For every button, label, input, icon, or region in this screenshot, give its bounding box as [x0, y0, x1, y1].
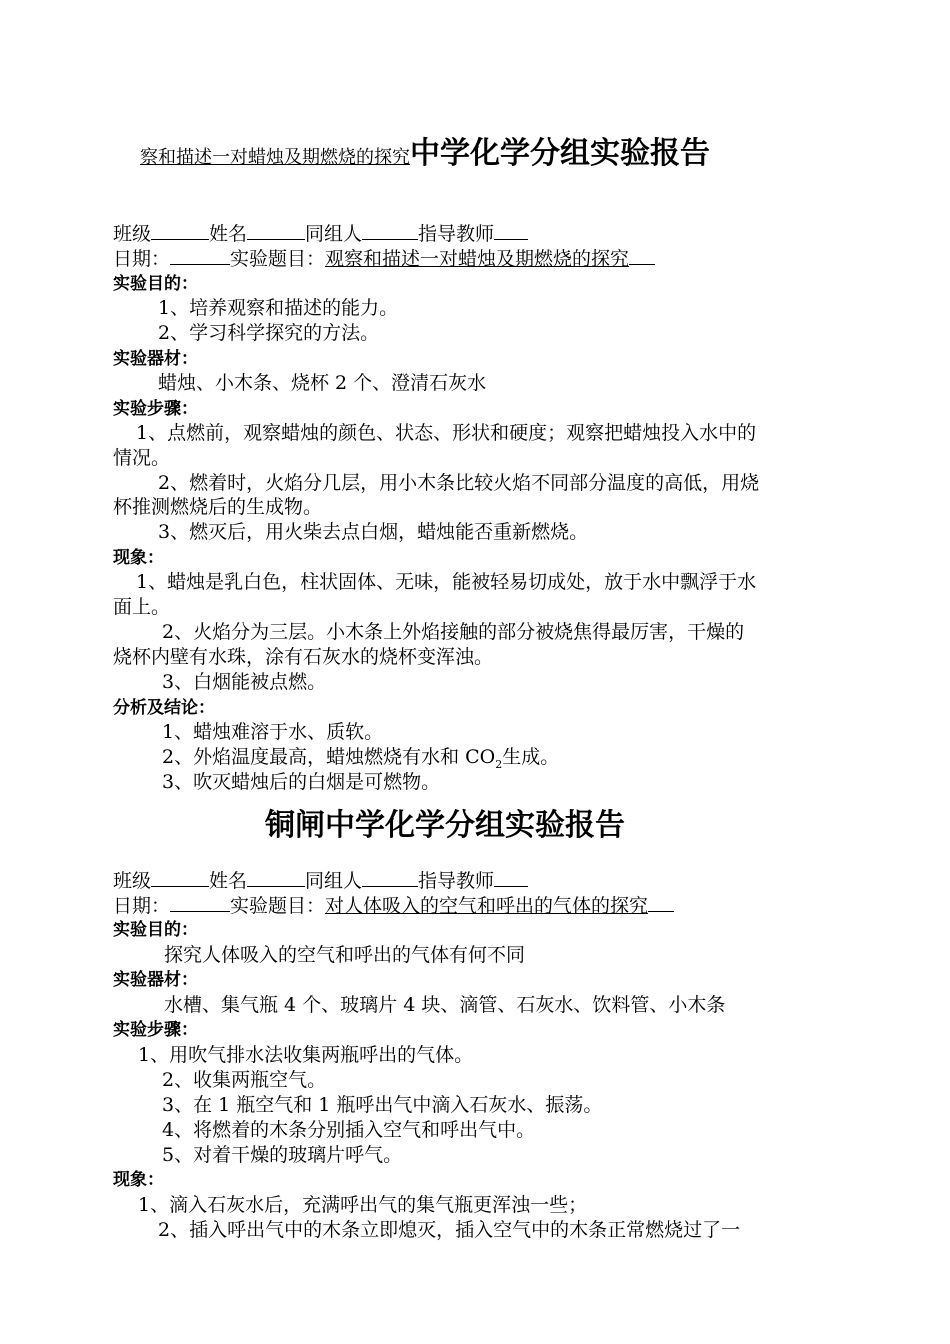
class-label: 班级 [113, 223, 152, 245]
group-label: 同组人 [305, 223, 363, 245]
date-label: 日期： [113, 248, 171, 270]
name-blank [247, 868, 305, 887]
report1-title: 中学化学分组实验报告 [410, 136, 710, 171]
materials-heading: 实验器材： [113, 349, 198, 369]
teacher-label: 指导教师 [418, 223, 495, 245]
step-line: 情况。 [113, 447, 171, 469]
report1-info-line [113, 221, 528, 246]
conclusion-2-text: 2、外焰温度最高，蜡烛燃烧有水和 CO [162, 746, 496, 768]
materials-text: 蜡烛、小木条、烧杯 2 个、澄清石灰水 [158, 372, 487, 394]
conclusion-item: 3、吹灭蜡烛后的白烟是可燃物。 [162, 771, 441, 793]
date-label: 日期： [113, 895, 171, 917]
topic-trailing-blank [648, 893, 674, 912]
phenomena-heading: 现象： [113, 1170, 164, 1190]
step-line: 杯推测燃烧后的生成物。 [113, 496, 323, 518]
date-blank [170, 246, 230, 265]
report1-title-line [140, 128, 710, 172]
steps-heading: 实验步骤： [113, 1020, 198, 1040]
phenomena-heading: 现象： [113, 548, 164, 568]
name-label: 姓名 [209, 223, 248, 245]
topic-value: 观察和描述一对蜡烛及期燃烧的探究 [325, 248, 630, 270]
topic-label: 实验题目： [230, 248, 326, 270]
purpose-item: 1、培养观察和描述的能力。 [158, 297, 399, 319]
purpose-text: 探究人体吸入的空气和呼出的气体有何不同 [164, 944, 526, 966]
class-blank [151, 221, 209, 240]
step-line: 3、燃灭后，用火柴去点白烟，蜡烛能否重新燃烧。 [158, 521, 589, 543]
report1-date-line [113, 246, 655, 271]
teacher-blank [494, 868, 528, 887]
step-line: 5、对着干燥的玻璃片呼气。 [162, 1144, 403, 1166]
phenomena-line: 1、滴入石灰水后，充满呼出气的集气瓶更浑浊一些； [138, 1194, 588, 1216]
report2-title: 铜闸中学化学分组实验报告 [265, 808, 625, 843]
co2-subscript: 2 [495, 757, 503, 771]
topic-label: 实验题目： [230, 895, 326, 917]
class-blank [151, 868, 209, 887]
phenomena-line: 1、蜡烛是乳白色，柱状固体、无味，能被轻易切成处，放于水中飘浮于水 [136, 571, 757, 593]
phenomena-line: 烧杯内壁有水珠，涂有石灰水的烧杯变浑浊。 [113, 646, 494, 668]
step-line: 2、收集两瓶空气。 [162, 1069, 327, 1091]
class-label: 班级 [113, 870, 152, 892]
phenomena-line: 3、白烟能被点燃。 [162, 671, 327, 693]
topic-value: 对人体吸入的空气和呼出的气体的探究 [325, 895, 649, 917]
group-label: 同组人 [305, 870, 363, 892]
teacher-blank [494, 221, 528, 240]
materials-text: 水槽、集气瓶 4 个、玻璃片 4 块、滴管、石灰水、饮料管、小木条 [164, 994, 726, 1016]
step-line: 2、燃着时，火焰分几层，用小木条比较火焰不同部分温度的高低，用烧 [158, 472, 760, 494]
step-line: 3、在 1 瓶空气和 1 瓶呼出气中滴入石灰水、振荡。 [162, 1094, 603, 1116]
conclusion-item: 1、蜡烛难溶于水、质软。 [162, 721, 384, 743]
group-blank [362, 868, 418, 887]
group-blank [362, 221, 418, 240]
report1-title-prefix: 察和描述一对蜡烛及期燃烧的探究 [140, 147, 410, 168]
date-blank [170, 893, 230, 912]
step-line: 1、点燃前，观察蜡烛的颜色、状态、形状和硬度；观察把蜡烛投入水中的 [136, 422, 757, 444]
conclusion-2-end: 生成。 [502, 746, 560, 768]
materials-heading: 实验器材： [113, 970, 198, 990]
report2-info-line [113, 868, 528, 893]
teacher-label: 指导教师 [418, 870, 495, 892]
step-line: 4、将燃着的木条分别插入空气和呼出气中。 [162, 1119, 536, 1141]
phenomena-line: 面上。 [113, 596, 171, 618]
purpose-heading: 实验目的： [113, 920, 198, 940]
name-blank [247, 221, 305, 240]
report2-date-line [113, 893, 674, 918]
phenomena-line: 2、火焰分为三层。小木条上外焰接触的部分被烧焦得最厉害，干燥的 [162, 621, 745, 643]
purpose-item: 2、学习科学探究的方法。 [158, 322, 380, 344]
phenomena-line: 2、插入呼出气中的木条立即熄灭，插入空气中的木条正常燃烧过了一 [158, 1219, 741, 1241]
conclusion-heading: 分析及结论： [113, 698, 215, 718]
step-line: 1、用吹气排水法收集两瓶呼出的气体。 [138, 1044, 474, 1066]
purpose-heading: 实验目的： [113, 274, 198, 294]
steps-heading: 实验步骤： [113, 399, 198, 419]
name-label: 姓名 [209, 870, 248, 892]
topic-trailing-blank [629, 246, 655, 265]
